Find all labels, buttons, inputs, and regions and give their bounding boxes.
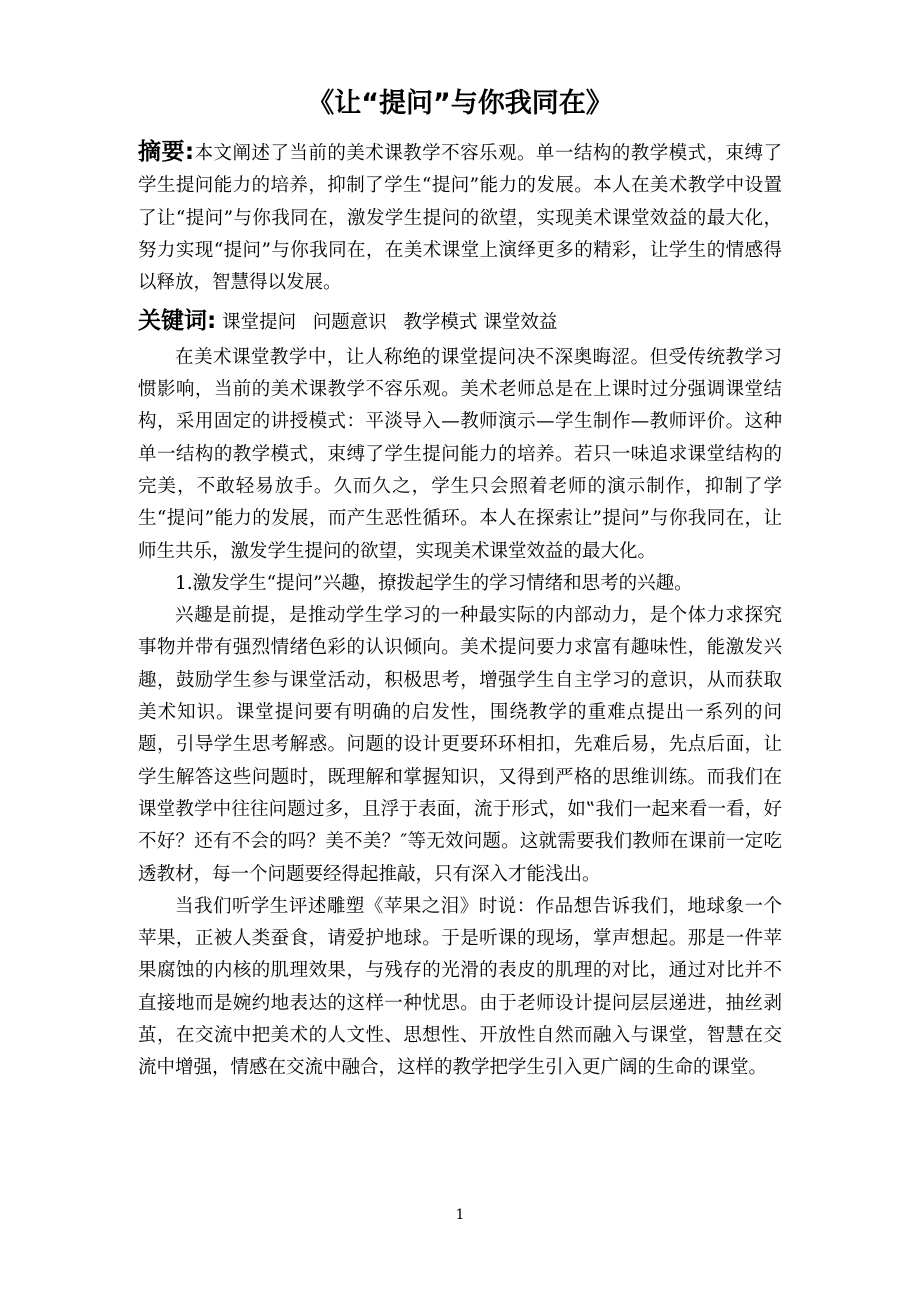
document-title: 《让“提问”与你我同在》 bbox=[307, 88, 613, 119]
body-paragraph: 兴趣是前提，是推动学生学习的一种最实际的内部动力，是个体力求探究事物并带有强烈情绪色彩的认识倾向。美术提问要力求富有趣味性，能激发兴趣，鼓励学生参与课堂活动，积极思考，增强学生自主学习的意识，从而获取美术知识。课堂提问要有明确的启发性，围绕教学的重难点提出一系列的问题，引导学生思考解惑。问题的设计更要环环相扣，先难后易，先点后面，让学生解答这些问题时，既理解和掌握知识，又得到严格的思维训练。而我们在课堂教学中往往问题过多，且浮于表面，流于形式，如‟我们一起来看一看，好不好？还有不会的吗？美不美？″等无效问题。这就需要我们教师在课前一定吃透教材，每一个问题要经得起推敲，只有深入才能浅出。 bbox=[138, 605, 782, 885]
keyword-item: 教学模式 bbox=[403, 312, 478, 334]
keywords-label: 关键词: bbox=[138, 308, 217, 335]
document-body bbox=[138, 136, 782, 1085]
body-paragraph: 当我们听学生评述雕塑《苹果之泪》时说：作品想告诉我们，地球象一个苹果，正被人类蚕食，请爱护地球。于是听课的现场，掌声想起。那是一件苹果腐蚀的内核的肌理效果，与残存的光滑的表皮的肌理的对比，通过对比并不直接地而是婉约地表达的这样一种忧思。由于老师设计提问层层递进，抽丝剥茧，在交流中把美术的人文性、思想性、开放性自然而融入与课堂，智慧在交流中增强，情感在交流中融合，这样的教学把学生引入更广阔的生命的课堂。 bbox=[138, 895, 782, 1079]
abstract-paragraph bbox=[138, 136, 782, 299]
keyword-item: 课堂效益 bbox=[483, 312, 558, 334]
abstract-label: 摘要: bbox=[138, 139, 195, 165]
keyword-item: 课堂提问 bbox=[222, 312, 297, 334]
abstract-text: 本文阐述了当前的美术课教学不容乐观。单一结构的教学模式，束缚了学生提问能力的培养，抑制了学生“提问”能力的发展。本人在美术教学中设置了让“提问”与你我同在，激发学生提问的欲望，实现美术课堂效益的最大化，努力实现“提问”与你我同在，在美术课堂上演绎更多的精彩，让学生的情感得以释放，智慧得以发展。 bbox=[138, 143, 782, 294]
page-number: 1 bbox=[455, 1207, 465, 1223]
keywords-paragraph bbox=[138, 305, 782, 339]
section-heading: 1.激发学生“提问”兴趣，撩拨起学生的学习情绪和思考的兴趣。 bbox=[175, 572, 693, 594]
body-paragraph: 在美术课堂教学中，让人称绝的课堂提问决不深奥晦涩。但受传统教学习惯影响，当前的美术课教学不容乐观。美术老师总是在上课时过分强调课堂结构，采用固定的讲授模式：平淡导入—教师演示—学生制作—教师评价。这种单一结构的教学模式，束缚了学生提问能力的培养。若只一味追求课堂结构的完美，不敢轻易放手。久而久之，学生只会照着老师的演示制作，抑制了学生“提问”能力的发展，而产生恶性循环。本人在探索让”提问”与你我同在，让师生共乐，激发学生提问的欲望，实现美术课堂效益的最大化。 bbox=[138, 346, 782, 562]
keyword-item: 问题意识 bbox=[312, 312, 387, 334]
